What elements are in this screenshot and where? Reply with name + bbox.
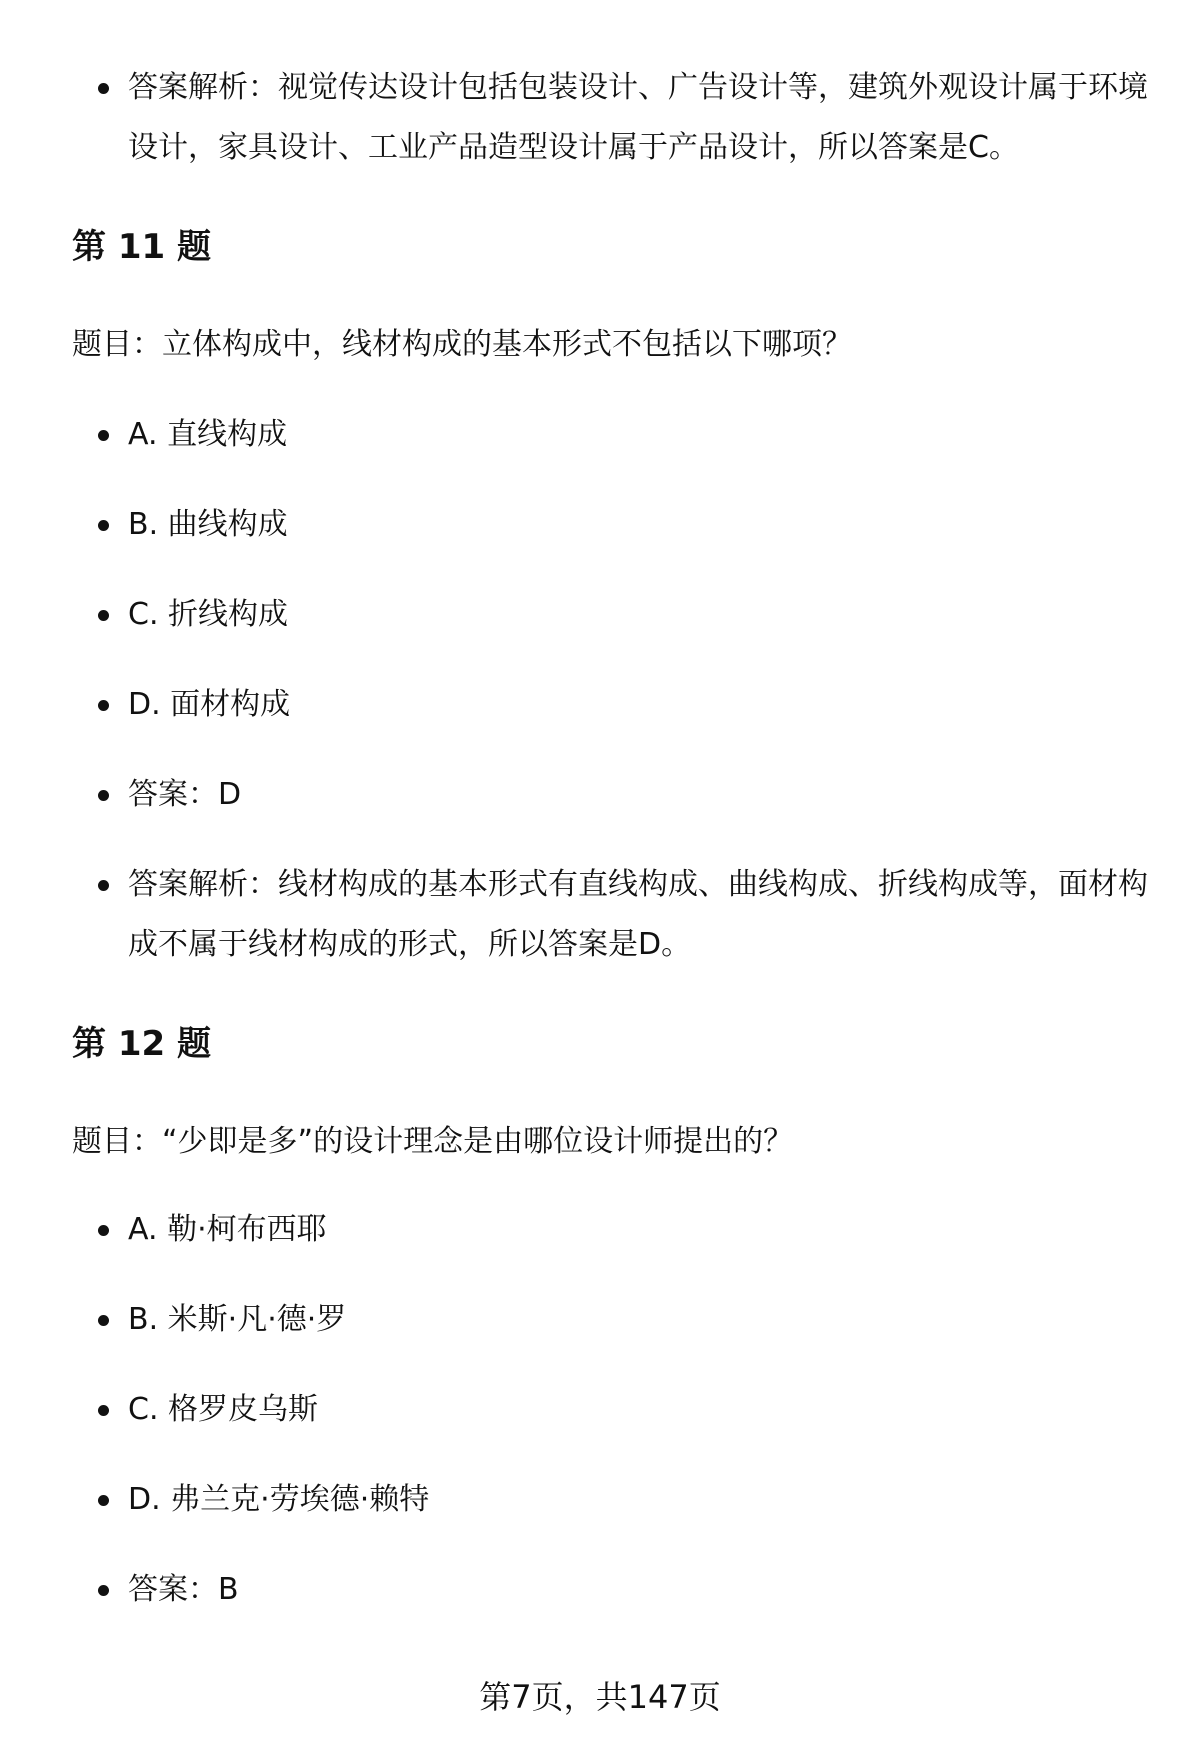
question-11-heading: 第 11 题 xyxy=(72,227,211,267)
question-12-text: 题目：“少即是多”的设计理念是由哪位设计师提出的？ xyxy=(72,1124,794,1159)
question-11-option-c: C. 折线构成 xyxy=(128,585,1148,645)
question-12-option-b: B. 米斯·凡·德·罗 xyxy=(128,1290,1148,1350)
question-11-option-a: A. 直线构成 xyxy=(128,405,1148,465)
answer-analysis-q11: 答案解析：线材构成的基本形式有直线构成、曲线构成、折线构成等，面材构成不属于线材构成的形式，所以答案是D。 xyxy=(128,855,1148,975)
question-12-answer: 答案：B xyxy=(128,1560,1148,1620)
question-12-option-a: A. 勒·柯布西耶 xyxy=(128,1200,1148,1260)
page-footer: 第7页，共147页 xyxy=(479,1678,721,1716)
question-11-option-b: B. 曲线构成 xyxy=(128,495,1148,555)
question-12-option-c: C. 格罗皮乌斯 xyxy=(128,1380,1148,1440)
question-11-answer: 答案：D xyxy=(128,765,1148,825)
question-11-text: 题目：立体构成中，线材构成的基本形式不包括以下哪项？ xyxy=(72,327,852,362)
question-12-heading: 第 12 题 xyxy=(72,1024,211,1064)
question-11-option-d: D. 面材构成 xyxy=(128,675,1148,735)
answer-analysis-q10: 答案解析：视觉传达设计包括包装设计、广告设计等，建筑外观设计属于环境设计，家具设计、工业产品造型设计属于产品设计，所以答案是C。 xyxy=(128,58,1148,178)
question-12-option-d: D. 弗兰克·劳埃德·赖特 xyxy=(128,1470,1148,1530)
